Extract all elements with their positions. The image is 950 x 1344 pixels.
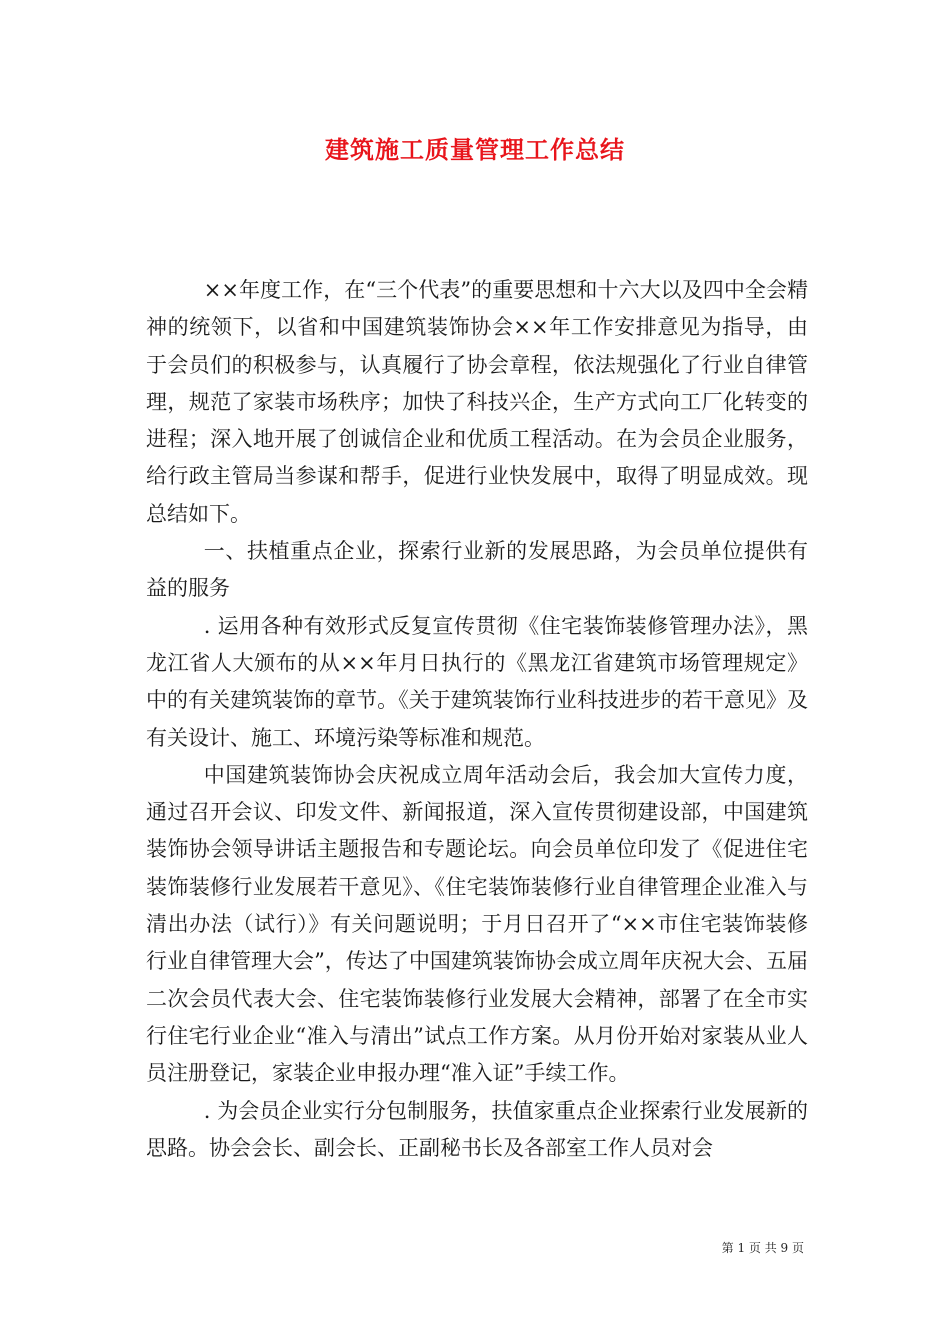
page-number-footer: 第 1 页 共 9 页 bbox=[721, 1241, 804, 1255]
document-title: 建筑施工质量管理工作总结 bbox=[325, 135, 625, 164]
document-body bbox=[146, 272, 808, 1167]
paragraph-publicity: 中国建筑装饰协会庆祝成立周年活动会后，我会加大宣传力度，通过召开会议、印发文件、新闻报道，深入宣传贯彻建设部，中国建筑装饰协会领导讲话主题报告和专题论坛。向会员单位印发了《促进住宅装饰装修行业发展若干意见》、《住宅装饰装修行业自律管理企业准入与清出办法（试行）》有关问题说明；于月日召开了“××市住宅装饰装修行业自律管理大会”，传达了中国建筑装饰协会成立周年庆祝大会、五届二次会员代表大会、住宅装饰装修行业发展大会精神，部署了在全市实行住宅行业企业“准入与清出”试点工作方案。从月份开始对家装从业人员注册登记，家装企业申报办理“准入证”手续工作。 bbox=[146, 762, 808, 1086]
paragraph-item-2: . 为会员企业实行分包制服务，扶值家重点企业探索行业发展新的思路。协会会长、副会长、正副秘书长及各部室工作人员对会 bbox=[146, 1098, 808, 1160]
paragraph-intro: ××年度工作，在“三个代表”的重要思想和十六大以及四中全会精神的统领下，以省和中国建筑装饰协会××年工作安排意见为指导，由于会员们的积极参与，认真履行了协会章程，依法规强化了行业自律管理，规范了家装市场秩序；加快了科技兴企，生产方式向工厂化转变的进程；深入地开展了创诚信企业和优质工程活动。在为会员企业服务，给行政主管局当参谋和帮手，促进行业快发展中，取得了明显成效。现总结如下。 bbox=[146, 278, 808, 526]
paragraph-section-heading: 一、扶植重点企业，探索行业新的发展思路，为会员单位提供有益的服务 bbox=[146, 539, 808, 601]
paragraph-item-1: . 运用各种有效形式反复宣传贯彻《住宅装饰装修管理办法》，黑龙江省人大颁布的从××年月日执行的《黑龙江省建筑市场管理规定》中的有关建筑装饰的章节。《关于建筑装饰行业科技进步的若干意见》及有关设计、施工、环境污染等标准和规范。 bbox=[146, 613, 808, 750]
